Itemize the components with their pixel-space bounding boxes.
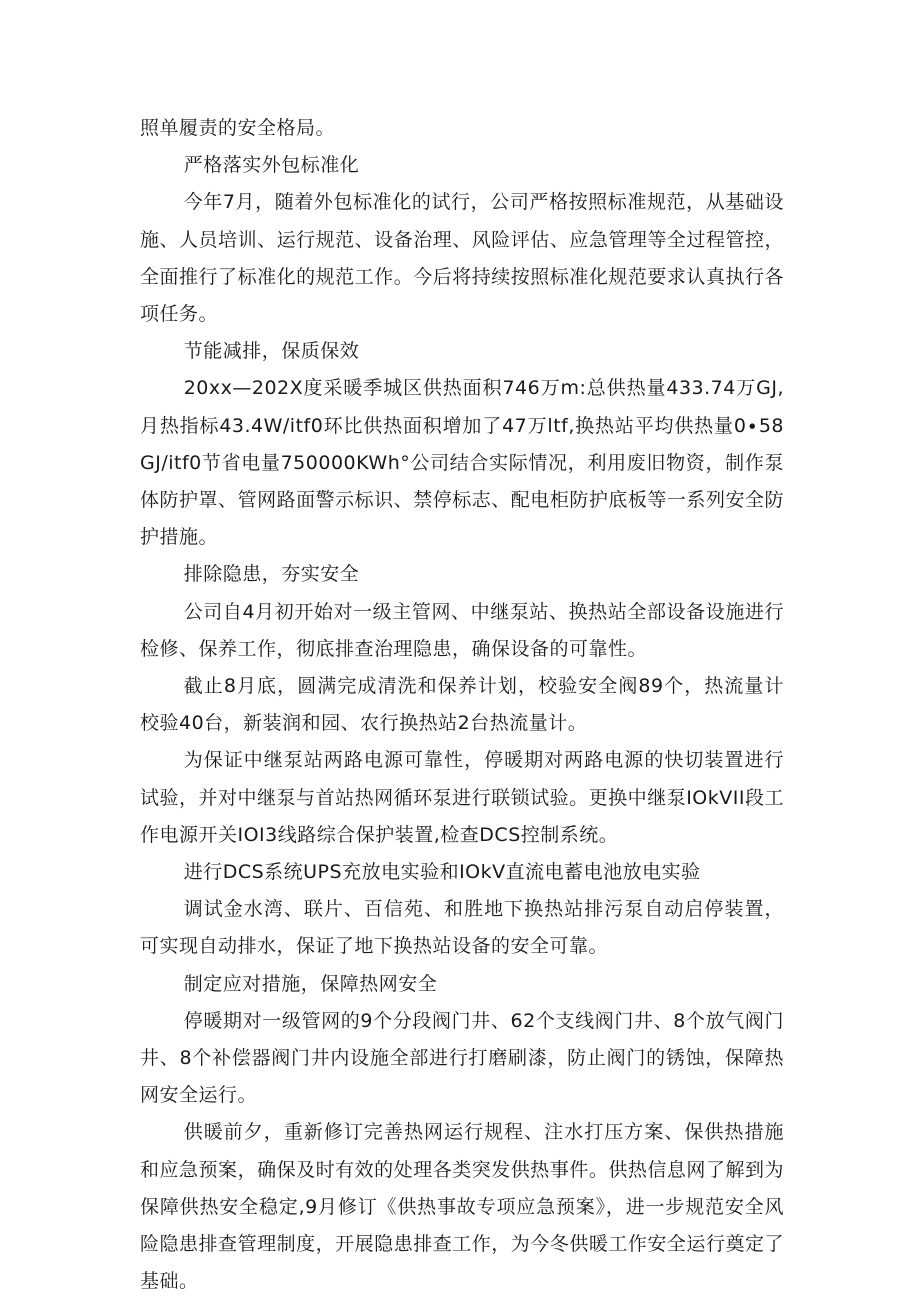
- section-heading-countermeasures: 制定应对措施，保障热网安全: [183, 972, 438, 995]
- paragraph-maintenance: 公司自4月初开始对一级主管网、中继泵站、换热站全部设备设施进行检修、保养工作，彻底排查治理隐患，确保设备的可靠性。: [140, 600, 784, 660]
- paragraph-outsourcing: 今年7月，随着外包标准化的试行，公司严格按照标准规范，从基础设施、人员培训、运行规范、设备治理、风险评估、应急管理等全过程管控，全面推行了标准化的规范工作。今后将持续按照标准化规范要求认真执行各项任务。: [140, 191, 784, 326]
- paragraph-emergency-plan: 供暖前夕，重新修订完善热网运行规程、注水打压方案、保供热措施和应急预案，确保及时有效的处理各类突发供热事件。供热信息网了解到为保障供热安全稳定,9月修订《供热事故专项应急预案》，进一步规范安全风险隐患排查管理制度，开展隐患排查工作，为今冬供暖工作安全运行奠定了基础。: [140, 1121, 784, 1293]
- paragraph-power-supply: 为保证中继泵站两路电源可靠性，停暖期对两路电源的快切装置进行试验，并对中继泵与首站热网循环泵进行联锁试验。更换中继泵IOkVII段工作电源开关IOI3线路综合保护装置,检查DCS控制系统。: [140, 749, 784, 846]
- paragraph-continuation: 照单履责的安全格局。: [140, 117, 336, 139]
- paragraph-energy-saving: 20xx—202X度采暖季城区供热面积746万m:总供热量433.74万GJ,月热指标43.4W∕itf0环比供热面积增加了47万ltf,换热站平均供热量0∙58GJ∕itf0节省电量750000KWh°公司结合实际情况，利用废旧物资，制作泵体防护罩、管网路面警示标识、禁停标志、配电柜防护底板等一系列安全防护措施。: [140, 377, 784, 549]
- section-heading-outsourcing: 严格落实外包标准化: [183, 154, 360, 177]
- paragraph-valve-wells: 停暖期对一级管网的9个分段阀门井、62个支线阀门井、8个放气阀门井、8个补偿器阀门井内设施全部进行打磨刷漆，防止阀门的锈蚀，保障热网安全运行。: [140, 1009, 784, 1107]
- paragraph-calibration: 截止8月底，圆满完成清洗和保养计划，校验安全阀89个，热流量计校验40台，新装润和园、农行换热站2台热流量计。: [140, 675, 784, 735]
- section-heading-energy-saving: 节能减排，保质保效: [183, 340, 360, 363]
- section-heading-hazards: 排除隐患，夯实安全: [183, 563, 360, 586]
- document-page: [140, 110, 784, 1301]
- paragraph-drainage: 调试金水湾、联片、百信苑、和胜地下换热站排污泵自动启停装置，可实现自动排水，保证了地下换热站设备的安全可靠。: [140, 898, 784, 958]
- section-heading-dcs-tests: 进行DCS系统UPS充放电实验和IOkV直流电蓄电池放电实验: [183, 861, 701, 884]
